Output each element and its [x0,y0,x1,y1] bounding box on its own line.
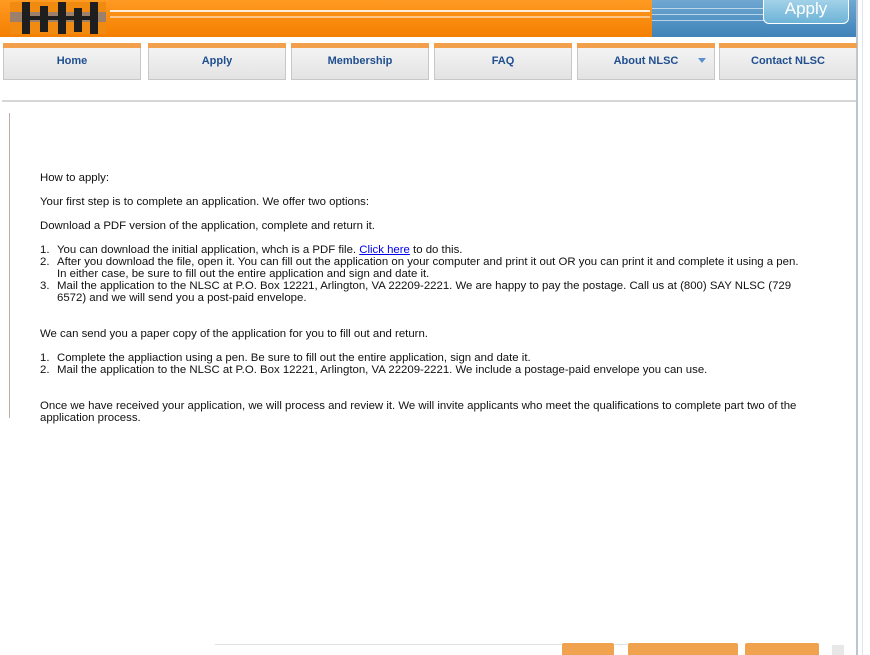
list-item [40,244,800,256]
nav-tab-faq[interactable] [434,43,572,80]
list-number: 1. [40,244,50,256]
section-heading: How to apply: [40,172,110,184]
step-text: Complete the appliaction using a pen. Be sure to fill out the entire application, sign and date it. [57,352,531,364]
chevron-down-icon[interactable] [698,58,706,63]
scrollbar-edge-inner [862,0,863,655]
nav-tab-label: Membership [327,55,393,67]
step-text: After you download the file, open it. You can fill out the application on your computer and print it out OR you can print it and complete it using a pen. In either case, be sure to fill out the entire application and sign and date it. [57,256,799,280]
step-text: Mail the application to the NLSC at P.O. Box 12221, Arlington, VA 22209-2221. We include a postage-paid envelope you can use. [57,364,708,376]
main-content [40,172,800,424]
nav-tab-apply[interactable] [148,43,286,80]
footer-tab[interactable] [745,643,819,655]
footer-tab[interactable] [628,643,738,655]
option-one-heading: Download a PDF version of the application, complete and return it. [40,220,375,232]
closing-text: Once we have received your application, we will process and review it. We will invite applicants who meet the qualifications to complete part two of the application process. [40,400,797,424]
apply-button[interactable]: Apply [763,0,849,24]
list-number: 3. [40,280,50,292]
nav-tab-home[interactable] [3,43,141,80]
list-number: 2. [40,364,50,376]
nav-divider [2,100,856,102]
download-pdf-link[interactable]: Click here [359,244,410,256]
footer-block [832,645,844,655]
logo-icon[interactable] [10,2,106,34]
nav-tab-membership[interactable] [291,43,429,80]
footer-tab[interactable] [562,643,614,655]
header-banner [0,0,870,40]
nav-tab-label: Home [56,55,88,67]
step-text: to do this. [409,244,463,256]
list-item [40,364,800,376]
list-item [40,280,800,304]
option-two-heading: We can send you a paper copy of the application for you to fill out and return. [40,328,428,340]
list-number: 2. [40,256,50,268]
list-item [40,256,800,280]
list-number: 1. [40,352,50,364]
list-item [40,352,800,364]
scrollbar-edge[interactable] [856,0,858,655]
nav-tab-label: Apply [201,55,233,67]
main-nav [0,43,860,83]
option-two-steps [40,352,800,376]
nav-tab-contact-nlsc[interactable] [719,43,857,80]
option-one-steps [40,244,800,304]
nav-tab-about-nlsc[interactable] [577,43,715,80]
intro-text: Your first step is to complete an application. We offer two options: [40,196,370,208]
nav-tab-label: Contact NLSC [751,55,825,67]
step-text: Mail the application to the NLSC at P.O. Box 12221, Arlington, VA 22209-2221. We are happy to pay the postage. Call us at (800) SAY NLSC (729 6572) and we will send you a post-paid envelope. [57,280,792,304]
nav-tab-label: About NLSC [613,55,679,67]
nav-tab-label: FAQ [491,55,515,67]
content-left-rule [9,113,10,418]
step-text: You can download the initial application, whch is a PDF file. [57,244,360,256]
